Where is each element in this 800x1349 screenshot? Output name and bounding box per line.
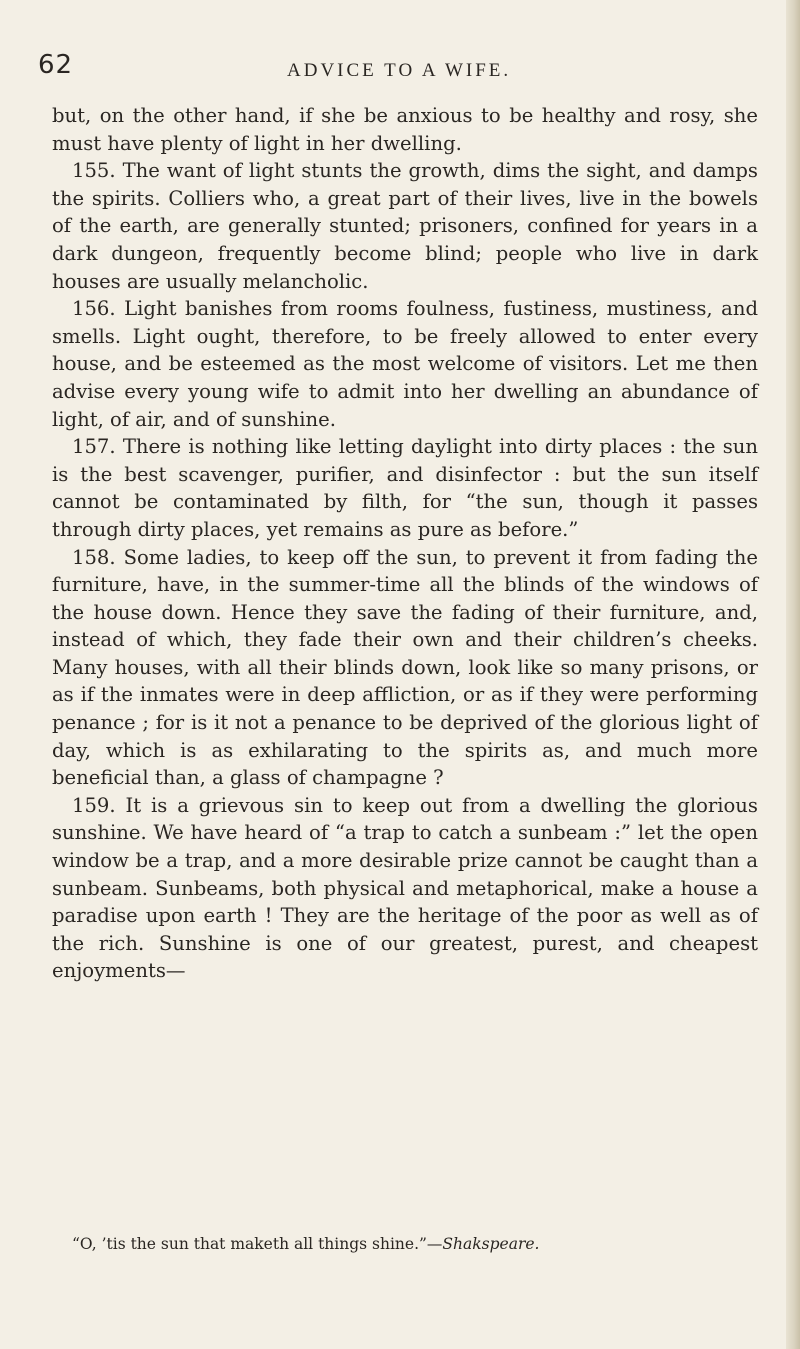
quote-attribution: Shakspeare. bbox=[442, 1235, 540, 1253]
paragraph-157: 157. There is nothing like letting daylight into dirty places : the sun is the best scavenger, purifier, and disinfector : but the sun itself cannot be contaminated by filth, for “the sun, though it passes through dirty places, yet remains as pure as before.” bbox=[52, 435, 758, 541]
paragraph-continuation: but, on the other hand, if she be anxious to be healthy and rosy, she must have plenty of light in her dwelling. bbox=[52, 104, 758, 155]
body-text bbox=[52, 102, 758, 985]
page-number: 62 bbox=[38, 50, 74, 80]
page-gutter bbox=[786, 0, 800, 1349]
paragraph-158: 158. Some ladies, to keep off the sun, to prevent it from fading the furniture, have, in the summer-time all the blinds of the windows of the house down. Hence they save the fading of their furniture, and, instead of which, they fade their own and their children’s cheeks. Many houses, with all their blinds down, look like so many prisons, or as if the inmates were in deep affliction, or as if they were performing penance ; for is it not a penance to be deprived of the glorious light of day, which is as exhilarating to the spirits as, and much more beneficial than, a glass of champagne ? bbox=[52, 545, 758, 790]
closing-quote bbox=[52, 1233, 758, 1255]
paragraph-156: 156. Light banishes from rooms foulness, fustiness, mustiness, and smells. Light ought, therefore, to be freely allowed to enter every house, and be esteemed as the most welcome of visitors. Let me then advise every young wife to admit into her dwelling an abundance of light, of air, and of sunshine. bbox=[52, 297, 758, 431]
paragraph-159: 159. It is a grievous sin to keep out from a dwelling the glorious sunshine. We have heard of “a trap to catch a sunbeam :” let the open window be a trap, and a more desirable prize cannot be caught than a sunbeam. Sunbeams, both physical and metaphorical, make a house a paradise upon earth ! They are the heritage of the poor as well as of the rich. Sunshine is one of our greatest, purest, and cheapest enjoyments— bbox=[52, 793, 758, 983]
paragraph-155: 155. The want of light stunts the growth, dims the sight, and damps the spirits. Colliers who, a great part of their lives, live in the bowels of the earth, are generally stunted; prisoners, confined for years in a dark dungeon, frequently become blind; people who live in dark houses are usually melancholic. bbox=[52, 159, 758, 293]
running-head: ADVICE TO A WIFE. bbox=[287, 60, 512, 81]
quote-text: “O, ’tis the sun that maketh all things shine.”— bbox=[72, 1235, 443, 1253]
